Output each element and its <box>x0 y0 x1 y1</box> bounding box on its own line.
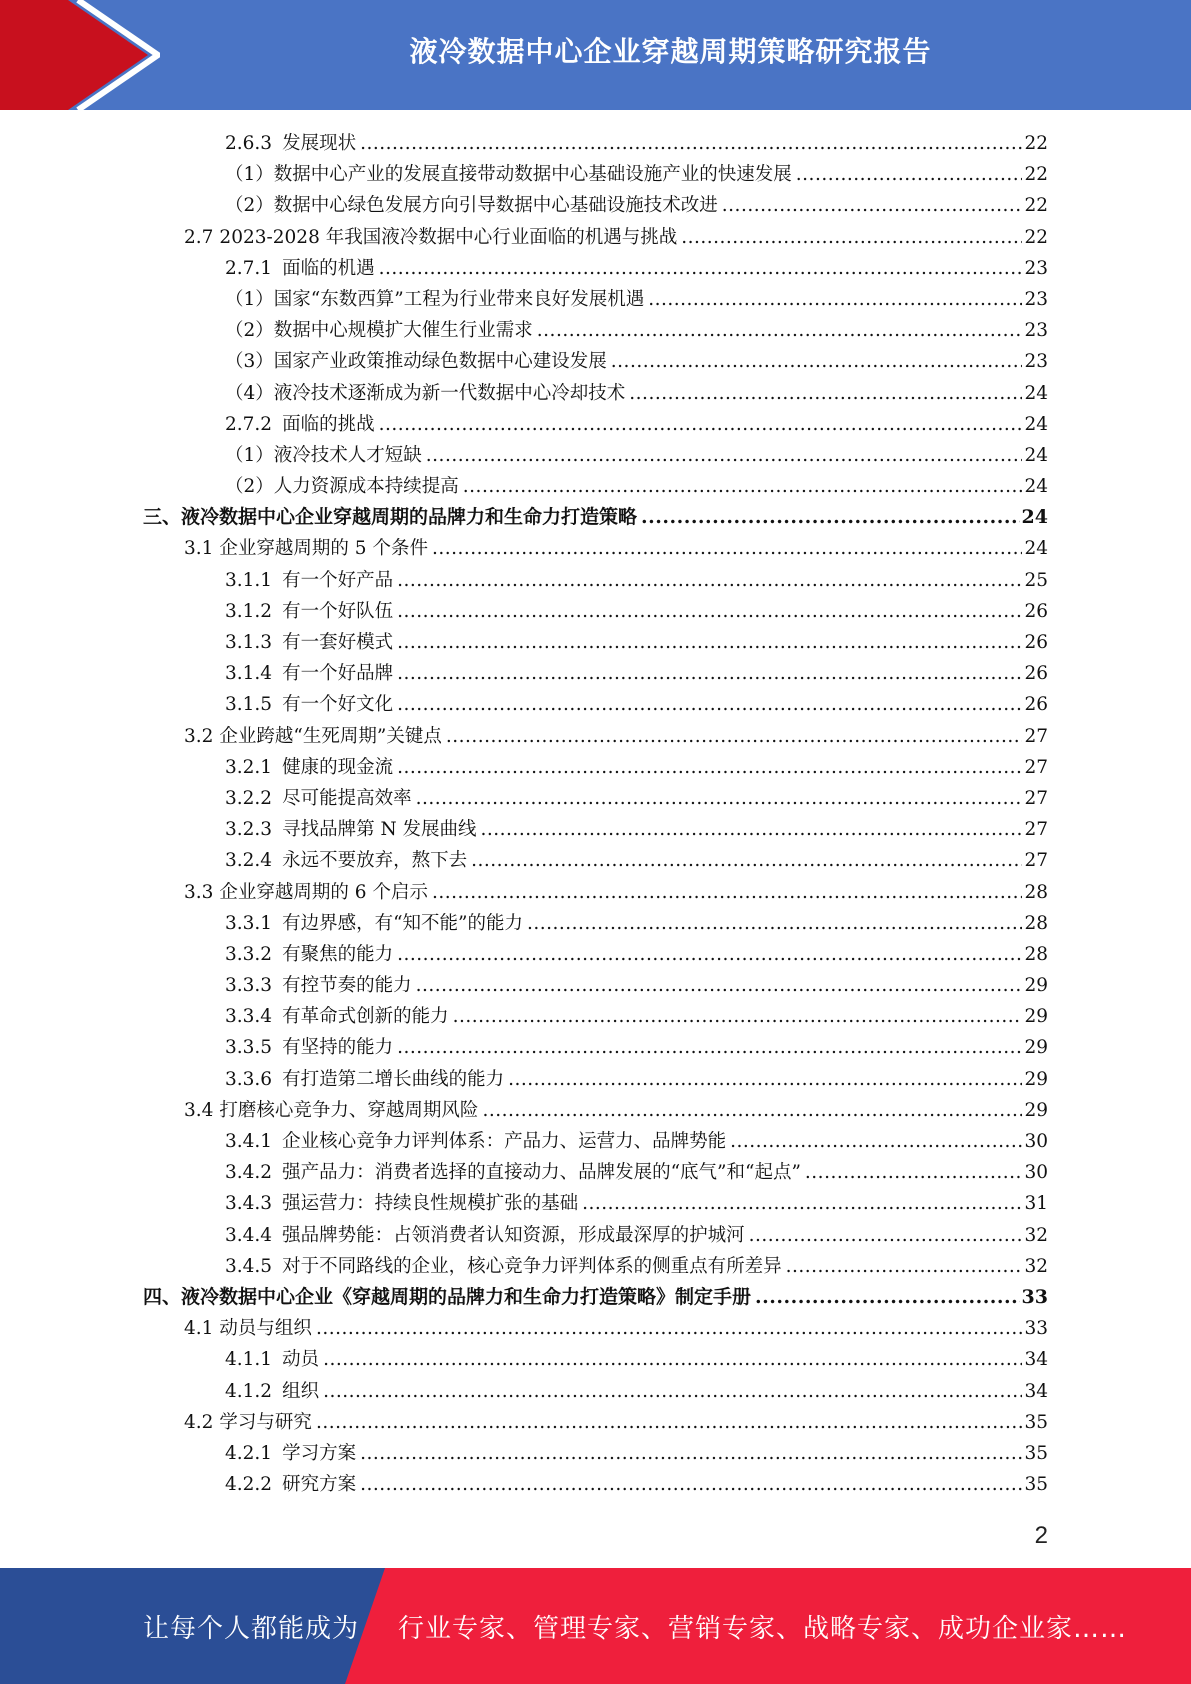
toc-page-number: 22 <box>1024 133 1048 154</box>
toc-entry[interactable] <box>0 845 1191 876</box>
toc-entry-text: 研究方案 <box>282 1474 357 1496</box>
toc-dot-leader <box>397 939 1022 970</box>
toc-entry[interactable] <box>0 1407 1191 1438</box>
toc-entry-number: 4.1.1 <box>225 1349 273 1371</box>
toc-entry-title <box>225 658 393 689</box>
toc-page-number: 24 <box>1024 538 1048 560</box>
toc-entry-title <box>225 596 393 627</box>
toc-entry-number: （2） <box>225 320 274 342</box>
toc-dot-leader <box>360 1438 1022 1469</box>
toc-page-number: 27 <box>1024 787 1048 809</box>
toc-entry-title <box>225 783 412 814</box>
toc-entry[interactable] <box>0 1095 1191 1126</box>
toc-entry-title <box>225 440 422 471</box>
toc-dot-leader <box>629 378 1022 409</box>
toc-dot-leader <box>786 1251 1023 1282</box>
toc-dot-leader <box>360 128 1022 159</box>
toc-entry[interactable] <box>0 533 1191 564</box>
toc-entry-text: 有一个好品牌 <box>282 663 394 685</box>
page-header <box>0 0 1191 110</box>
toc-entry-title <box>184 877 428 908</box>
toc-entry-text: 有聚焦的能力 <box>282 943 394 965</box>
toc-entry-number: 3.2 <box>184 725 214 747</box>
toc-entry-number: （2） <box>225 476 274 498</box>
toc-entry-text: 组织 <box>282 1380 320 1402</box>
toc-entry-text: 企业核心竞争力评判体系：产品力、运营力、品牌势能 <box>282 1131 727 1152</box>
toc-entry-title <box>225 814 477 845</box>
toc-entry[interactable] <box>0 1157 1191 1188</box>
toc-entry-number: 3.1 <box>184 538 214 560</box>
toc-page-number: 32 <box>1024 1224 1048 1246</box>
toc-entry-text: 数据中心规模扩大催生行业需求 <box>273 320 533 342</box>
toc-entry[interactable] <box>0 1126 1191 1157</box>
toc-dot-leader <box>471 845 1022 876</box>
toc-entry-title <box>225 752 393 783</box>
toc-dot-leader <box>755 1282 1020 1313</box>
toc-dot-leader <box>796 159 1023 190</box>
toc-page-number: 23 <box>1024 351 1048 373</box>
toc-entry-title <box>225 253 375 284</box>
table-of-contents <box>0 128 1191 1500</box>
toc-page-number: 27 <box>1024 819 1048 841</box>
toc-page-number: 27 <box>1024 756 1048 778</box>
toc-entry-title <box>184 1095 478 1126</box>
toc-entry-number: （1） <box>225 288 274 310</box>
toc-entry[interactable] <box>0 128 1191 159</box>
toc-entry-number: （1） <box>225 164 274 186</box>
toc-entry-number: 3.3 <box>184 881 214 903</box>
toc-entry[interactable] <box>0 783 1191 814</box>
toc-entry-text: 有一个好队伍 <box>282 600 394 622</box>
toc-entry-title <box>225 1188 578 1219</box>
toc-page-number: 28 <box>1024 943 1048 965</box>
toc-entry-text: 有一套好模式 <box>282 632 394 653</box>
toc-entry-number: 2.7.1 <box>225 257 273 279</box>
footer-slogan-right: 行业专家、管理专家、营销专家、战略专家、成功企业家…… <box>398 1613 1128 1644</box>
toc-entry-number: 3.4.2 <box>225 1162 273 1184</box>
toc-entry-title <box>225 1064 504 1095</box>
toc-entry[interactable] <box>0 1438 1191 1469</box>
toc-entry-title <box>225 627 393 658</box>
toc-entry[interactable] <box>0 284 1191 315</box>
toc-entry-title <box>225 1251 782 1282</box>
toc-dot-leader <box>360 1469 1022 1500</box>
toc-page-number: 32 <box>1024 1255 1048 1277</box>
toc-entry-title <box>225 565 393 596</box>
toc-entry-number: 3.1.2 <box>225 600 273 622</box>
toc-entry[interactable] <box>0 814 1191 845</box>
toc-entry-number: （1） <box>225 444 274 466</box>
toc-page-number: 29 <box>1024 1037 1048 1059</box>
toc-entry-title <box>225 159 792 190</box>
toc-dot-leader <box>641 502 1020 533</box>
toc-page-number: 26 <box>1024 600 1048 622</box>
toc-page-number: 26 <box>1024 632 1048 653</box>
toc-entry-title <box>225 939 393 970</box>
toc-entry-text: 有一个好文化 <box>282 694 394 716</box>
toc-entry-number: 3.2.4 <box>225 850 273 872</box>
toc-entry-number: 4.1.2 <box>225 1380 273 1402</box>
toc-entry-number: 4.1 <box>184 1318 214 1340</box>
toc-page-number: 34 <box>1024 1380 1048 1402</box>
toc-dot-leader <box>648 284 1022 315</box>
page-number: 2 <box>1034 1522 1048 1549</box>
toc-entry-title <box>225 346 607 377</box>
toc-dot-leader <box>316 1313 1023 1344</box>
toc-entry[interactable] <box>0 159 1191 190</box>
toc-entry-number: 3.3.6 <box>225 1068 273 1090</box>
toc-entry[interactable] <box>0 627 1191 658</box>
toc-entry-text: 强品牌势能：占领消费者认知资源，形成最深厚的护城河 <box>282 1224 745 1246</box>
toc-entry-text: 打磨核心竞争力、穿越周期风险 <box>219 1099 479 1121</box>
toc-page-number: 24 <box>1024 476 1048 498</box>
toc-entry[interactable] <box>0 1064 1191 1095</box>
toc-entry-number: 3.2.3 <box>225 819 273 841</box>
toc-entry[interactable] <box>0 253 1191 284</box>
toc-dot-leader <box>482 1095 1022 1126</box>
toc-page-number: 24 <box>1024 444 1048 466</box>
toc-dot-leader <box>446 721 1023 752</box>
toc-dot-leader <box>416 970 1023 1001</box>
toc-entry-text: 强产品力：消费者选择的直接动力、品牌发展的“底气”和“起点” <box>282 1162 801 1184</box>
toc-entry-title <box>225 1157 801 1188</box>
toc-entry-text: 面临的挑战 <box>282 413 375 435</box>
toc-dot-leader <box>453 1001 1023 1032</box>
toc-dot-leader <box>397 627 1022 658</box>
toc-page-number: 27 <box>1024 725 1048 747</box>
toc-page-number: 31 <box>1024 1193 1048 1215</box>
toc-page-number: 35 <box>1024 1442 1048 1464</box>
toc-entry[interactable] <box>0 970 1191 1001</box>
toc-entry-text: 有控节奏的能力 <box>282 975 412 997</box>
toc-entry-number: 4.2.2 <box>225 1474 273 1496</box>
toc-entry-title <box>225 845 467 876</box>
toc-page-number: 29 <box>1024 1099 1048 1121</box>
toc-entry-number: 2.6.3 <box>225 133 273 154</box>
toc-entry-title <box>225 689 393 720</box>
toc-dot-leader <box>722 190 1023 221</box>
toc-dot-leader <box>527 908 1022 939</box>
toc-entry-text: 强运营力：持续良性规模扩张的基础 <box>282 1193 579 1215</box>
toc-dot-leader <box>397 1032 1022 1063</box>
toc-entry-title <box>143 1282 751 1313</box>
toc-entry-text: 学习方案 <box>282 1442 357 1464</box>
toc-entry-text: 企业穿越周期的 6 个启示 <box>219 881 428 903</box>
toc-entry[interactable] <box>0 190 1191 221</box>
toc-entry-number: 3.3.3 <box>225 975 273 997</box>
toc-entry[interactable] <box>0 752 1191 783</box>
toc-dot-leader <box>397 689 1022 720</box>
toc-entry[interactable] <box>0 1251 1191 1282</box>
toc-entry-text: 对于不同路线的企业，核心竞争力评判体系的侧重点有所差异 <box>282 1255 782 1277</box>
toc-page-number: 33 <box>1024 1318 1048 1340</box>
toc-entry[interactable] <box>0 908 1191 939</box>
toc-page-number: 30 <box>1024 1162 1048 1184</box>
toc-dot-leader <box>397 658 1022 689</box>
toc-entry-title <box>225 409 375 440</box>
toc-entry[interactable] <box>0 1220 1191 1251</box>
toc-entry-number: 3.4 <box>184 1099 214 1121</box>
toc-entry-number: 3.3.4 <box>225 1006 273 1028</box>
toc-entry-text: 企业跨越“生死周期”关键点 <box>219 725 442 747</box>
toc-dot-leader <box>611 346 1023 377</box>
toc-dot-leader <box>432 533 1022 564</box>
toc-page-number: 35 <box>1024 1411 1048 1433</box>
toc-page-number: 29 <box>1024 1068 1048 1090</box>
toc-page-number: 26 <box>1024 663 1048 685</box>
toc-page-number: 22 <box>1024 226 1048 248</box>
toc-entry-text: 永远不要放弃，熬下去 <box>282 850 468 872</box>
toc-entry-number: 3.1.3 <box>225 632 273 653</box>
toc-dot-leader <box>432 877 1022 908</box>
toc-entry[interactable] <box>0 689 1191 720</box>
toc-entry[interactable] <box>0 471 1191 502</box>
toc-entry-text: 数据中心产业的发展直接带动数据中心基础设施产业的快速发展 <box>273 164 792 186</box>
toc-entry-title <box>225 908 523 939</box>
toc-entry-title <box>225 284 644 315</box>
toc-dot-leader <box>508 1064 1022 1095</box>
toc-entry-text: 动员 <box>282 1349 320 1371</box>
toc-page-number: 22 <box>1024 164 1048 186</box>
toc-entry-title <box>143 502 637 533</box>
toc-entry[interactable] <box>0 346 1191 377</box>
toc-dot-leader <box>582 1188 1022 1219</box>
toc-entry-text: 国家“东数西算”工程为行业带来良好发展机遇 <box>273 288 645 310</box>
toc-entry-number: 4.2 <box>184 1411 214 1433</box>
toc-dot-leader <box>379 409 1023 440</box>
toc-page-number: 24 <box>1024 413 1048 435</box>
toc-dot-leader <box>316 1407 1023 1438</box>
toc-page-number: 22 <box>1024 195 1048 217</box>
toc-entry[interactable] <box>0 222 1191 253</box>
toc-entry-title <box>184 533 428 564</box>
toc-entry[interactable] <box>0 721 1191 752</box>
toc-entry-title <box>225 190 718 221</box>
toc-entry-number: 3.2.1 <box>225 756 273 778</box>
toc-entry-number: 3.1.5 <box>225 694 273 716</box>
toc-entry[interactable] <box>0 596 1191 627</box>
toc-entry-title <box>225 1469 356 1500</box>
toc-entry-text: 健康的现金流 <box>282 756 394 778</box>
toc-entry-number: （2） <box>225 195 274 217</box>
toc-dot-leader <box>537 315 1023 346</box>
toc-entry-text: 数据中心绿色发展方向引导数据中心基础设施技术改进 <box>273 195 718 217</box>
toc-entry-title <box>184 1407 312 1438</box>
toc-entry-text: 面临的机遇 <box>282 257 375 279</box>
toc-entry-title <box>225 1001 449 1032</box>
toc-dot-leader <box>426 440 1023 471</box>
toc-entry-title <box>225 1376 319 1407</box>
toc-entry-number: 3.3.2 <box>225 943 273 965</box>
header-chevron-graphic <box>0 0 160 110</box>
toc-entry-number: 3.1.1 <box>225 569 273 591</box>
toc-page-number: 34 <box>1024 1349 1048 1371</box>
toc-page-number: 26 <box>1024 694 1048 716</box>
toc-entry-title <box>225 970 412 1001</box>
toc-entry-title <box>225 1220 745 1251</box>
toc-entry[interactable] <box>0 1376 1191 1407</box>
toc-dot-leader <box>379 253 1023 284</box>
toc-entry-title <box>225 378 625 409</box>
toc-entry[interactable] <box>0 1188 1191 1219</box>
toc-entry[interactable] <box>0 1001 1191 1032</box>
toc-entry-number: 3.4.4 <box>225 1224 273 1246</box>
toc-entry[interactable] <box>0 658 1191 689</box>
toc-entry[interactable] <box>0 315 1191 346</box>
toc-entry[interactable] <box>0 939 1191 970</box>
toc-entry[interactable] <box>0 1469 1191 1500</box>
toc-dot-leader <box>481 814 1023 845</box>
toc-entry-text: 人力资源成本持续提高 <box>273 476 459 498</box>
toc-entry-number: 3.4.5 <box>225 1255 273 1277</box>
toc-entry-text: 国家产业政策推动绿色数据中心建设发展 <box>273 351 607 373</box>
toc-entry-title <box>225 471 459 502</box>
toc-page-number: 29 <box>1024 1006 1048 1028</box>
toc-dot-leader <box>463 471 1023 502</box>
toc-entry-title <box>225 1032 393 1063</box>
toc-page-number: 35 <box>1024 1474 1048 1496</box>
toc-page-number: 33 <box>1021 1285 1048 1308</box>
toc-dot-leader <box>323 1344 1022 1375</box>
toc-entry-number: 3.3.5 <box>225 1037 273 1059</box>
toc-entry[interactable] <box>0 502 1191 533</box>
toc-page-number: 24 <box>1024 382 1048 404</box>
toc-entry-number: 3.4.3 <box>225 1193 273 1215</box>
toc-dot-leader <box>397 752 1022 783</box>
toc-entry-text: 四、液冷数据中心企业《穿越周期的品牌力和生命力打造策略》制定手册 <box>143 1285 752 1308</box>
toc-entry-title <box>184 721 442 752</box>
toc-entry-number: 3.3.1 <box>225 912 273 934</box>
toc-entry-title <box>225 1344 319 1375</box>
toc-entry-number: 2.7 <box>184 226 214 248</box>
toc-entry-text: 液冷技术逐渐成为新一代数据中心冷却技术 <box>273 382 626 404</box>
toc-dot-leader <box>730 1126 1022 1157</box>
toc-entry-text: 学习与研究 <box>219 1411 312 1433</box>
toc-page-number: 27 <box>1024 850 1048 872</box>
toc-page-number: 30 <box>1024 1131 1048 1152</box>
toc-page-number: 28 <box>1024 912 1048 934</box>
toc-entry-title <box>225 315 533 346</box>
toc-entry[interactable] <box>0 1313 1191 1344</box>
toc-entry-text: 寻找品牌第 N 发展曲线 <box>282 819 477 841</box>
toc-entry-number: 3.4.1 <box>225 1131 273 1152</box>
toc-entry-text: 液冷技术人才短缺 <box>273 444 422 466</box>
toc-entry-text: 有边界感，有“知不能”的能力 <box>282 912 523 934</box>
toc-entry-number: 3.1.4 <box>225 663 273 685</box>
toc-entry[interactable] <box>0 378 1191 409</box>
toc-entry-title <box>184 1313 312 1344</box>
toc-entry-text: 有一个好产品 <box>282 569 394 591</box>
toc-dot-leader <box>805 1157 1023 1188</box>
toc-entry-title <box>225 1438 356 1469</box>
toc-entry-number: （4） <box>225 382 274 404</box>
toc-entry-text: 三、液冷数据中心企业穿越周期的品牌力和生命力打造策略 <box>143 506 638 529</box>
toc-entry[interactable] <box>0 1344 1191 1375</box>
toc-page-number: 24 <box>1021 506 1048 529</box>
toc-page-number: 23 <box>1024 257 1048 279</box>
toc-entry-text: 发展现状 <box>282 133 357 154</box>
toc-page-number: 29 <box>1024 975 1048 997</box>
toc-entry-text: 尽可能提高效率 <box>282 787 412 809</box>
toc-entry-text: 企业穿越周期的 5 个条件 <box>219 538 428 560</box>
footer-slogan-left: 让每个人都能成为 <box>143 1613 360 1644</box>
toc-dot-leader <box>681 222 1022 253</box>
toc-dot-leader <box>416 783 1023 814</box>
toc-entry[interactable] <box>0 409 1191 440</box>
toc-entry-number: 4.2.1 <box>225 1442 273 1464</box>
toc-entry-text: 有革命式创新的能力 <box>282 1006 449 1028</box>
toc-entry[interactable] <box>0 440 1191 471</box>
toc-entry-text: 有打造第二增长曲线的能力 <box>282 1068 505 1090</box>
toc-entry-text: 有坚持的能力 <box>282 1037 394 1059</box>
toc-entry[interactable] <box>0 877 1191 908</box>
toc-entry-title <box>225 128 356 159</box>
toc-entry[interactable] <box>0 1032 1191 1063</box>
toc-entry[interactable] <box>0 1282 1191 1313</box>
toc-entry[interactable] <box>0 565 1191 596</box>
toc-page-number: 23 <box>1024 320 1048 342</box>
toc-dot-leader <box>749 1220 1023 1251</box>
page-footer <box>0 1568 1191 1684</box>
toc-entry-title <box>225 1126 726 1157</box>
toc-entry-number: 2.7.2 <box>225 413 273 435</box>
toc-dot-leader <box>397 565 1022 596</box>
toc-page-number: 23 <box>1024 288 1048 310</box>
toc-dot-leader <box>323 1376 1022 1407</box>
toc-entry-text: 2023-2028 年我国液冷数据中心行业面临的机遇与挑战 <box>219 226 678 248</box>
toc-entry-text: 动员与组织 <box>219 1318 312 1340</box>
toc-page-number: 28 <box>1024 881 1048 903</box>
header-title: 液冷数据中心企业穿越周期策略研究报告 <box>409 35 932 68</box>
toc-entry-number: 3.2.2 <box>225 787 273 809</box>
toc-entry-title <box>184 222 677 253</box>
toc-entry-number: （3） <box>225 351 274 373</box>
toc-dot-leader <box>397 596 1022 627</box>
toc-page-number: 25 <box>1024 569 1048 591</box>
